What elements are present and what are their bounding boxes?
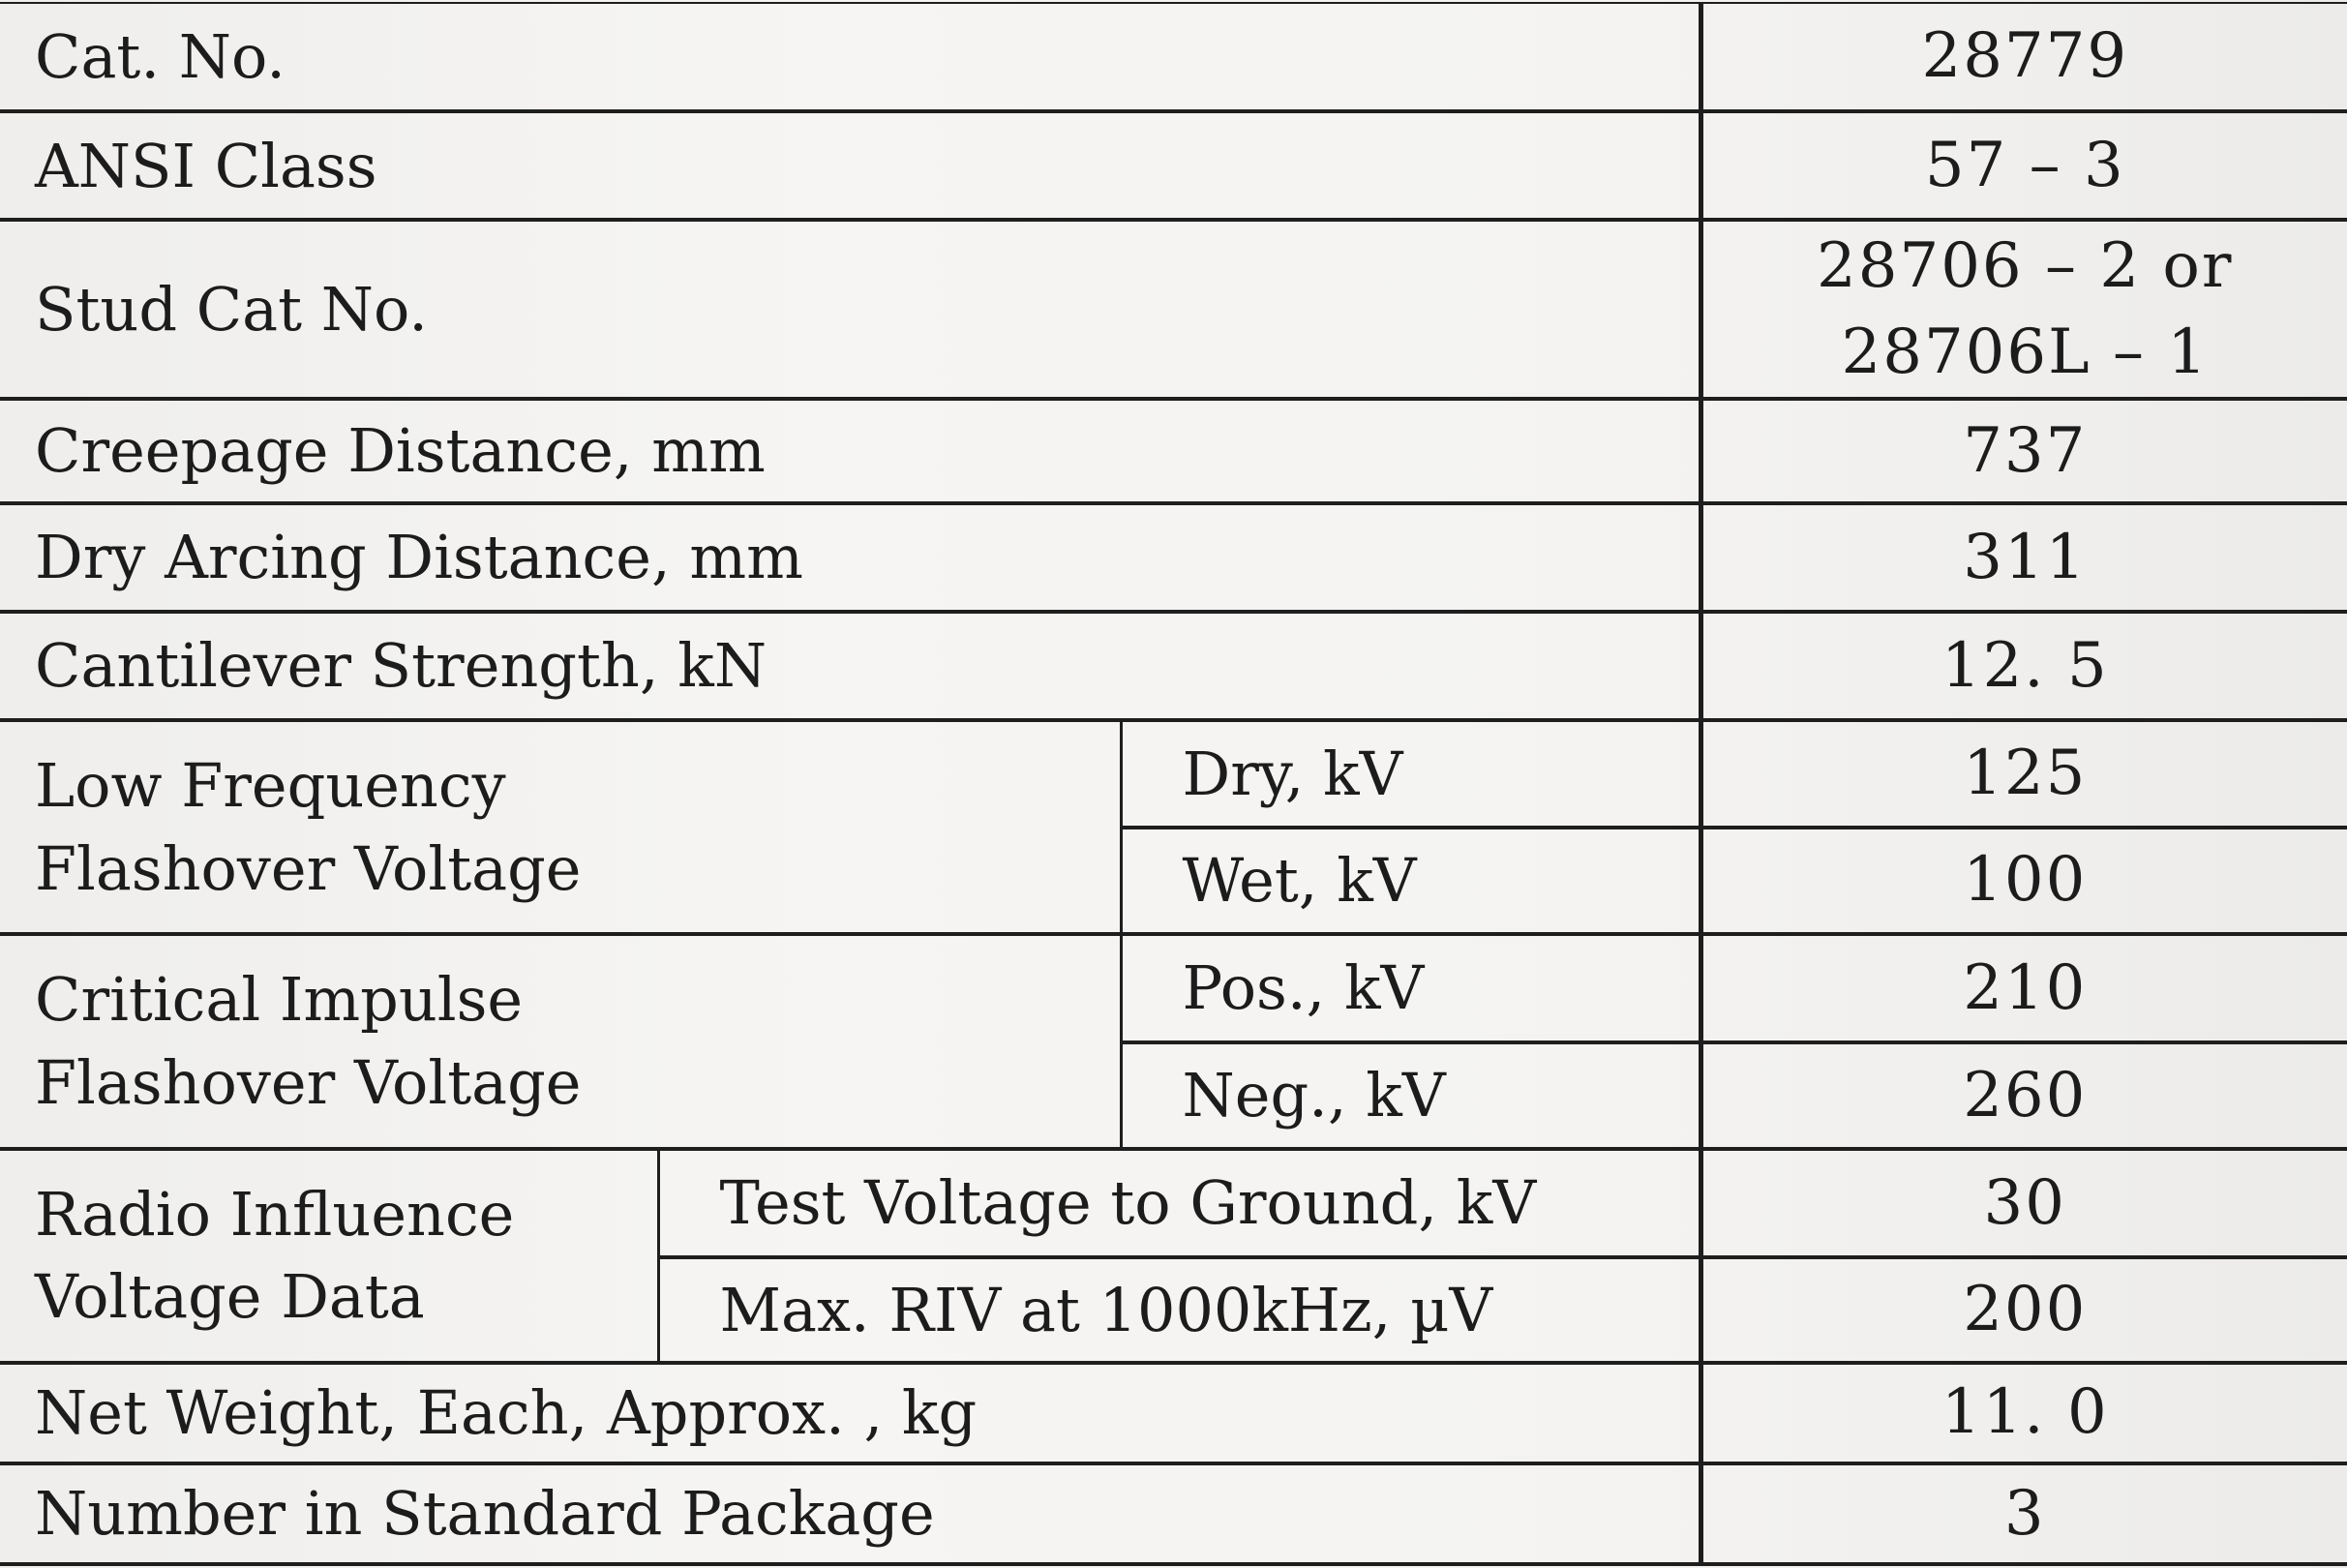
row-value-neg-impulse: 260 (1700, 1042, 2347, 1149)
radio-influence-line-1: Radio Influence (35, 1178, 515, 1250)
table-row (0, 111, 2347, 220)
low-frequency-line-1: Low Frequency (35, 749, 506, 821)
sub-label-max-riv: Max. RIV at 1000kHz, µV (658, 1257, 1700, 1362)
row-label-cat-no: Cat. No. (0, 3, 1700, 111)
row-value-creepage-distance: 737 (1700, 399, 2347, 503)
table-row (0, 1149, 2347, 1257)
row-value-dry-flashover: 125 (1700, 720, 2347, 827)
table-row (0, 220, 2347, 398)
critical-impulse-line-2: Flashover Voltage (35, 1046, 582, 1118)
row-label-dry-arcing-distance: Dry Arcing Distance, mm (0, 503, 1700, 612)
stud-cat-no-line-1: 28706 – 2 or (1817, 230, 2234, 303)
row-value-ansi-class: 57 – 3 (1700, 111, 2347, 220)
row-value-pos-impulse: 210 (1700, 934, 2347, 1042)
stud-cat-no-line-2: 28706L – 1 (1841, 316, 2210, 388)
table-row (0, 1363, 2347, 1463)
row-label-creepage-distance: Creepage Distance, mm (0, 399, 1700, 503)
table-row (0, 399, 2347, 503)
row-label-critical-impulse-flashover (0, 934, 1121, 1149)
critical-impulse-line-1: Critical Impulse (35, 964, 524, 1036)
row-value-dry-arcing-distance: 311 (1700, 503, 2347, 612)
row-value-net-weight: 11. 0 (1700, 1363, 2347, 1463)
low-frequency-line-2: Flashover Voltage (35, 832, 582, 904)
row-label-stud-cat-no: Stud Cat No. (0, 220, 1700, 398)
table-row (0, 1463, 2347, 1564)
sub-label-wet: Wet, kV (1121, 828, 1700, 934)
table-row (0, 612, 2347, 720)
row-value-stud-cat-no (1700, 220, 2347, 398)
table-row (0, 720, 2347, 827)
row-label-standard-package: Number in Standard Package (0, 1463, 1700, 1564)
sub-label-test-voltage: Test Voltage to Ground, kV (658, 1149, 1700, 1257)
row-value-cantilever-strength: 12. 5 (1700, 612, 2347, 720)
table-row (0, 3, 2347, 111)
row-value-test-voltage: 30 (1700, 1149, 2347, 1257)
row-value-cat-no: 28779 (1700, 3, 2347, 111)
row-value-max-riv: 200 (1700, 1257, 2347, 1362)
table-row (0, 934, 2347, 1042)
row-value-wet-flashover: 100 (1700, 828, 2347, 934)
radio-influence-line-2: Voltage Data (35, 1261, 425, 1333)
row-label-ansi-class: ANSI Class (0, 111, 1700, 220)
table-row (0, 503, 2347, 612)
row-label-radio-influence (0, 1149, 658, 1362)
sub-label-neg: Neg., kV (1121, 1042, 1700, 1149)
sub-label-pos: Pos., kV (1121, 934, 1700, 1042)
row-label-low-frequency-flashover (0, 720, 1121, 933)
row-label-cantilever-strength: Cantilever Strength, kN (0, 612, 1700, 720)
sub-label-dry: Dry, kV (1121, 720, 1700, 827)
specification-table (0, 2, 2347, 1566)
row-value-standard-package: 3 (1700, 1463, 2347, 1564)
row-label-net-weight: Net Weight, Each, Approx. , kg (0, 1363, 1700, 1463)
